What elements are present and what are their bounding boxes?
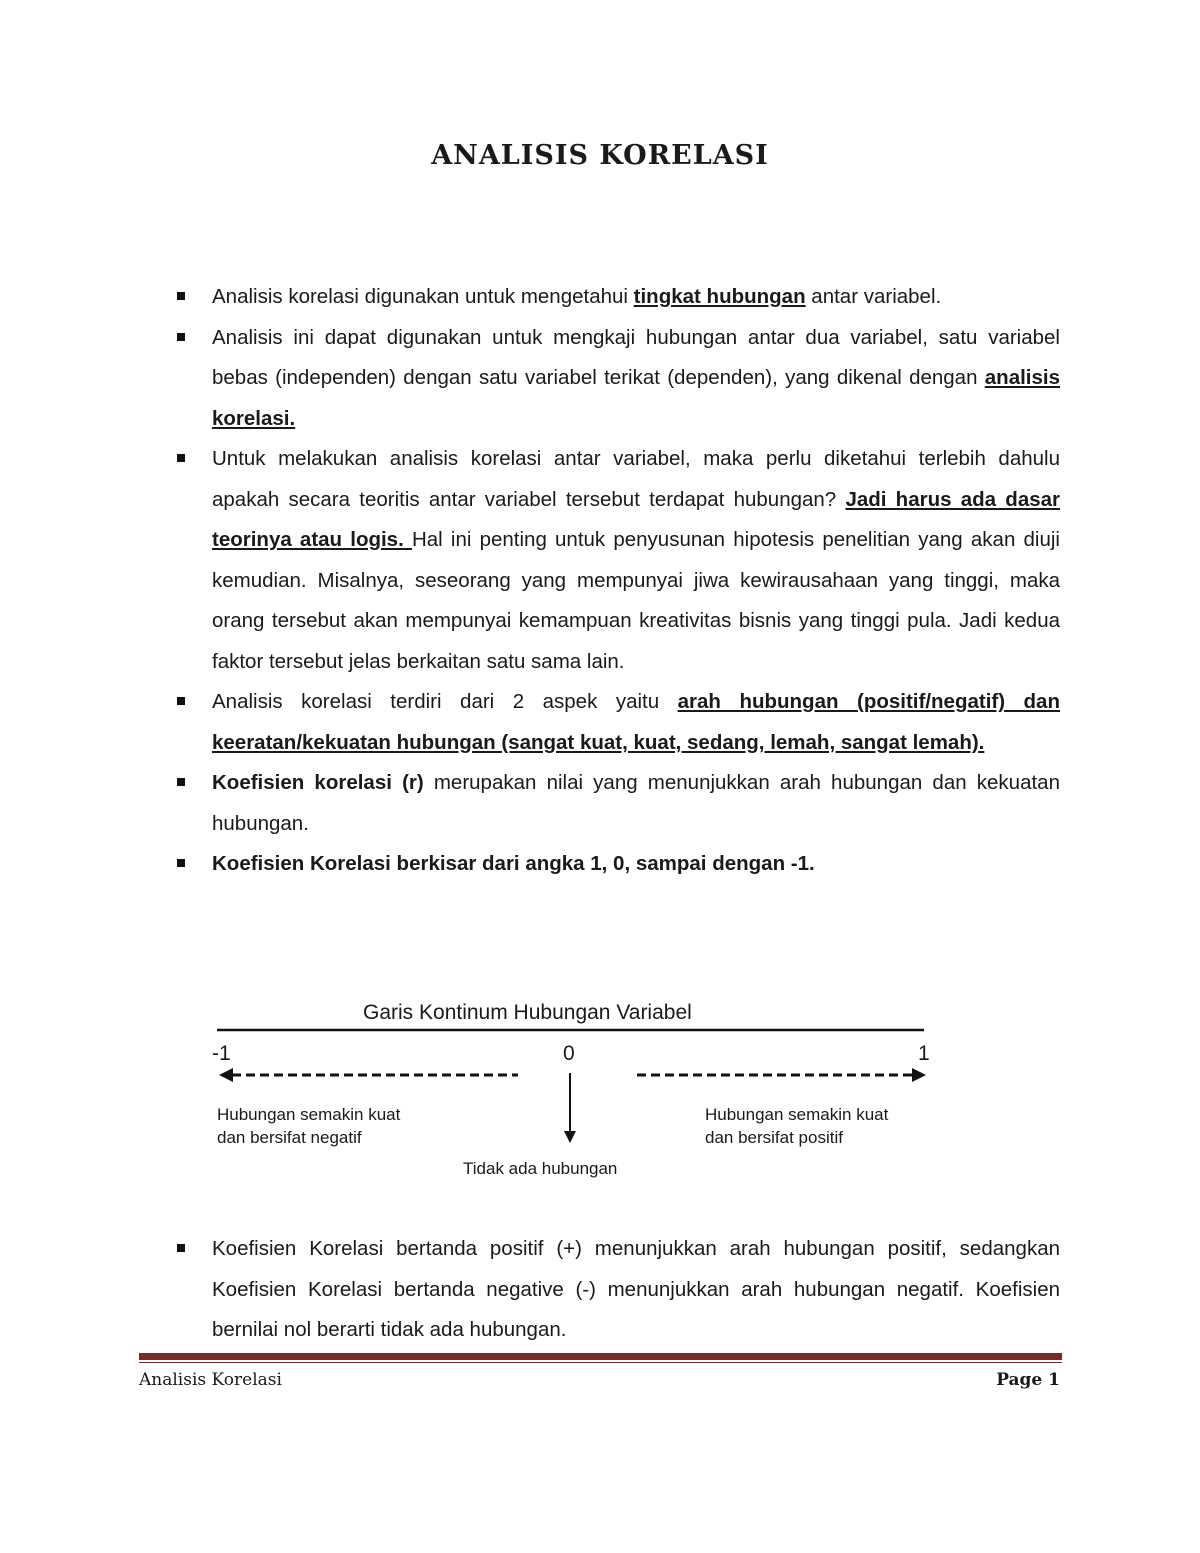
- zero-arrowhead: [564, 1131, 576, 1143]
- text: antar variabel.: [805, 285, 942, 308]
- text: Analisis korelasi digunakan untuk mengetahui: [212, 285, 634, 308]
- text: Analisis ini dapat digunakan untuk mengkaji hubungan antar dua variabel, satu variabel bebas (independen) dengan satu variabel terikat (dependen), yang dikenal dengan: [212, 325, 1060, 389]
- text: Untuk melakukan analisis korelasi antar variabel, maka perlu diketahui terlebih dahulu apakah secara teoritis antar variabel tersebut terdapat hubungan?: [212, 447, 1060, 511]
- page-number: Page 1: [996, 1370, 1060, 1390]
- bold-text: Koefisien Korelasi berkisar dari angka 1, 0, sampai dengan -1.: [212, 852, 815, 875]
- text: Analisis korelasi terdiri dari 2 aspek yaitu: [212, 690, 678, 713]
- list-item: [212, 844, 1060, 885]
- emphasis-text: analisis korelasi.: [212, 366, 1060, 430]
- negative-arrowhead: [219, 1068, 233, 1082]
- footer-rule: [139, 1353, 1062, 1360]
- tick-label-negative: -1: [212, 1042, 231, 1065]
- emphasis-text: Jadi harus ada dasar teorinya atau logis.: [212, 487, 1060, 551]
- note-zero: Tidak ada hubungan: [463, 1159, 618, 1178]
- note-line: Hubungan semakin kuat: [705, 1105, 889, 1124]
- note-line: dan bersifat positif: [705, 1128, 843, 1147]
- footer-title: Analisis Korelasi: [139, 1370, 282, 1390]
- emphasis-text: arah hubungan (positif/negatif) dan keeratan/kekuatan hubungan (sangat kuat, kuat, sedang, lemah, sangat lemah).: [212, 690, 1060, 754]
- tick-label-zero: 0: [563, 1042, 575, 1065]
- list-item: [212, 277, 1060, 318]
- list-item: Koefisien Korelasi bertanda positif (+) menunjukkan arah hubungan positif, sedangkan Koefisien Korelasi bertanda negative (-) menunjukkan arah hubungan negatif. Koefisien bernilai nol berarti tidak ada hubungan.: [212, 1229, 1060, 1351]
- list-item: [212, 439, 1060, 682]
- positive-arrowhead: [912, 1068, 926, 1082]
- text: Hal ini penting untuk penyusunan hipotesis penelitian yang akan diuji kemudian. Misalnya, seseorang yang mempunyai jiwa kewirausahaan yang tinggi, maka orang tersebut akan mempunyai kemampuan kreativitas bisnis yang tinggi pula. Jadi kedua faktor tersebut jelas berkaitan satu sama lain.: [212, 528, 1060, 673]
- footer-rule-thin: [139, 1362, 1062, 1363]
- bullet-list: [212, 277, 1060, 885]
- diagram-title: Garis Kontinum Hubungan Variabel: [363, 1001, 692, 1024]
- bullet-list-after: [212, 1229, 1060, 1351]
- note-negative: [217, 1103, 400, 1149]
- list-item: [212, 682, 1060, 763]
- note-line: Hubungan semakin kuat: [217, 1105, 401, 1124]
- list-item: [212, 763, 1060, 844]
- note-positive: [705, 1103, 888, 1149]
- text: merupakan nilai yang menunjukkan arah hubungan dan kekuatan hubungan.: [212, 771, 1060, 835]
- emphasis-text: tingkat hubungan: [633, 285, 806, 308]
- list-item: [212, 318, 1060, 440]
- tick-label-positive: 1: [918, 1042, 930, 1065]
- bold-text: Koefisien korelasi (r): [212, 771, 424, 794]
- note-line: dan bersifat negatif: [217, 1128, 362, 1147]
- page-title: ANALISIS KORELASI: [431, 140, 769, 171]
